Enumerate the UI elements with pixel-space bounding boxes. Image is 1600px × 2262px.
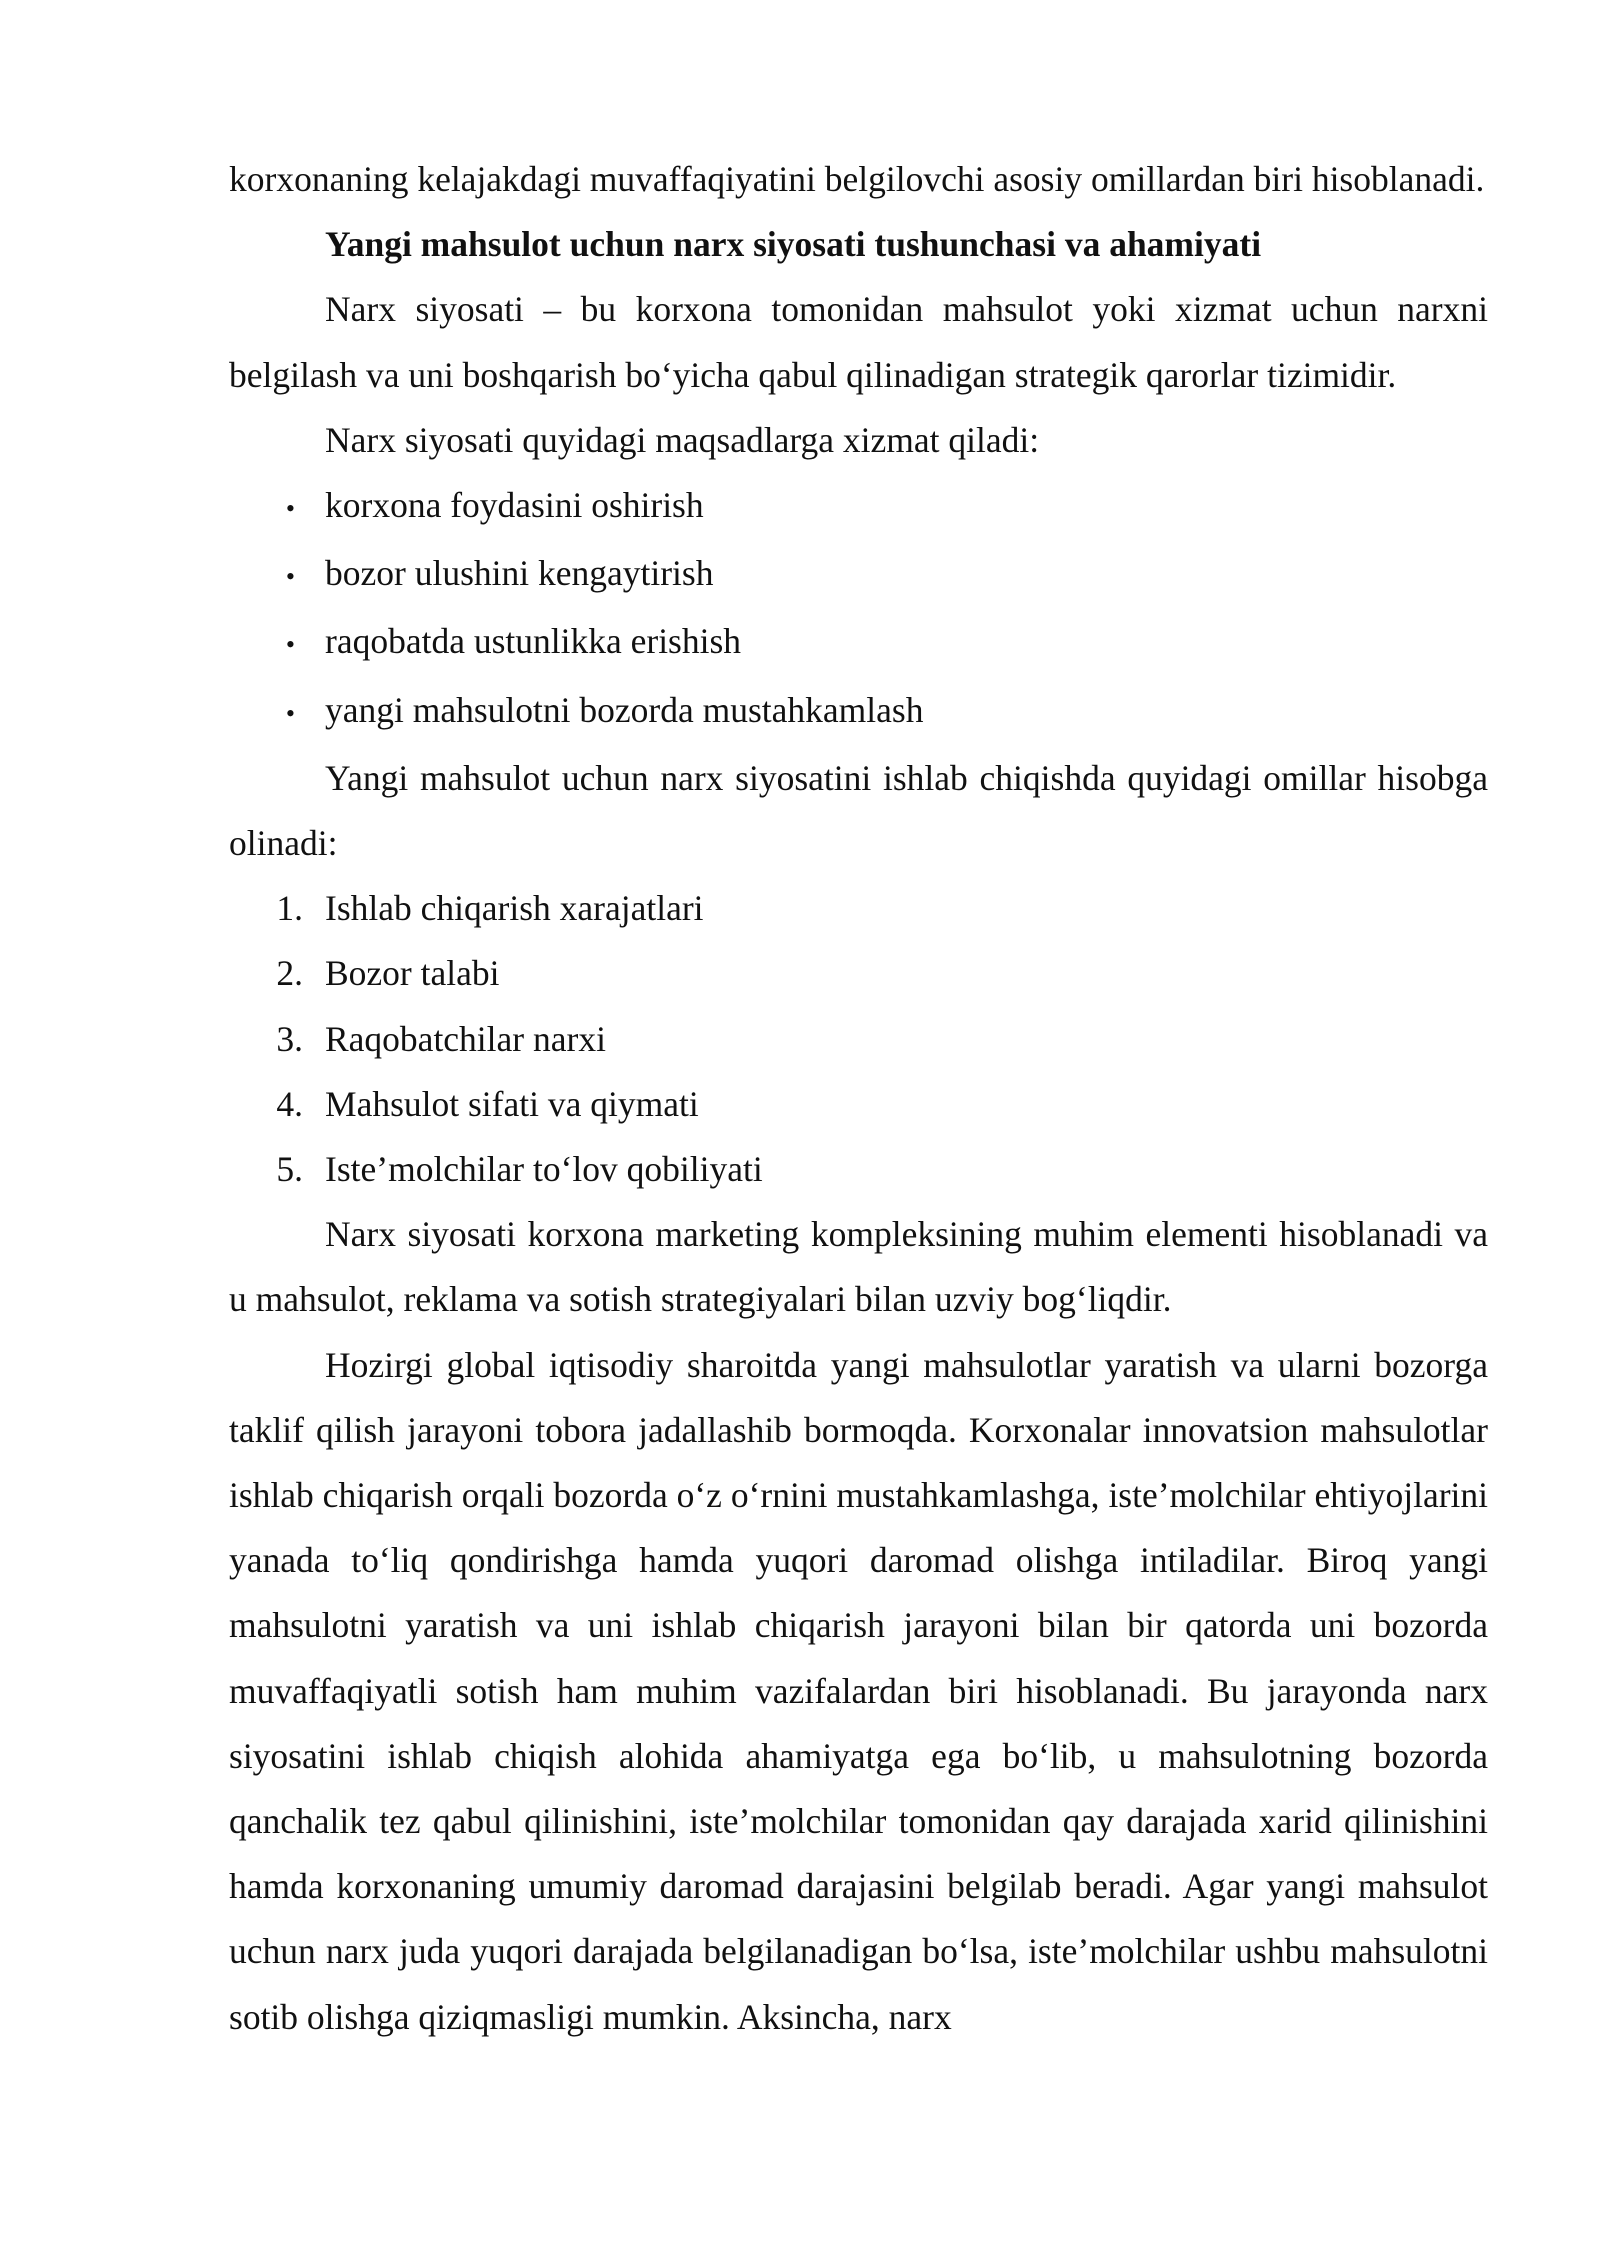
factor-text: Ishlab chiqarish xarajatlari [325,888,704,929]
intro-paragraph: korxonaning kelajakdagi muvaffaqiyatini belgilovchi asosiy omillardan biri hisoblanadi. [229,159,1485,199]
factor-text: Mahsulot sifati va qiymati [325,1083,699,1124]
definition-paragraph: Narx siyosati – bu korxona tomonidan mahsulot yoki xizmat uchun narxni belgilash va uni boshqarish bo‘yicha qabul qilinadigan strategik qarorlar tizimidir. [229,289,1488,395]
list-item [229,1072,1488,1137]
marketing-paragraph: Narx siyosati korxona marketing kompleksining muhim elementi hisoblanadi va u mahsulot, reklama va sotish strategiyalari bilan uzviy bog‘liqdir. [229,1214,1488,1320]
document-page [229,147,1488,2050]
closing-paragraph: Hozirgi global iqtisodiy sharoitda yangi mahsulotlar yaratish va ularni bozorga taklif qilish jarayoni tobora jadallashib bormoqda. Korxonalar innovatsion mahsulotlar ishlab chiqarish orqali bozorda o‘z o‘rnini mustahkamlashga, iste’molchilar ehtiyojlarini yanada to‘liq qondirishga hamda yuqori daromad olishga intiladilar. Biroq yangi mahsulotni yaratish va uni ishlab chiqarish jarayoni bilan bir qatorda uni bozorda muvaffaqiyatli sotish ham muhim vazifalardan biri hisoblanadi. Bu jarayonda narx siyosatini ishlab chiqish alohida ahamiyatga ega bo‘lib, u mahsulotning bozorda qanchalik tez qabul qilinishini, iste’molchilar tomonidan qay darajada xarid qilinishini hamda korxonaning umumiy daromad darajasini belgilab beradi. Agar yangi mahsulot uchun narx juda yuqori darajada belgilanadigan bo‘lsa, iste’molchilar ushbu mahsulotni sotib olishga qiziqmasligi mumkin. Aksincha, narx [229,1344,1488,2037]
bullet-icon: • [285,630,295,660]
list-item [229,609,1488,677]
section-heading: Yangi mahsulot uchun narx siyosati tushunchasi va ahamiyati [325,224,1262,265]
list-number: 1. [276,888,303,929]
factor-text: Iste’molchilar to‘lov qobiliyati [325,1149,763,1190]
goal-text: korxona foydasini oshirish [325,485,704,526]
bullet-icon: • [285,562,295,592]
list-item [229,876,1488,941]
list-number: 2. [276,953,303,994]
goal-text: yangi mahsulotni bozorda mustahkamlash [325,689,924,730]
list-number: 4. [276,1083,303,1124]
list-number: 5. [276,1149,303,1190]
list-item [229,941,1488,1006]
factors-intro: Yangi mahsulot uchun narx siyosatini ishlab chiqishda quyidagi omillar hisobga olinadi: [229,757,1488,864]
goals-list [229,473,1488,746]
list-item [229,678,1488,746]
goals-intro: Narx siyosati quyidagi maqsadlarga xizmat qiladi: [325,419,1040,460]
bullet-icon: • [285,494,295,524]
list-item [229,1137,1488,1202]
list-item [229,1007,1488,1072]
factor-text: Raqobatchilar narxi [325,1018,606,1059]
factors-list [229,876,1488,1202]
list-item [229,541,1488,609]
goal-text: bozor ulushini kengaytirish [325,553,714,594]
factor-text: Bozor talabi [325,953,500,994]
list-item [229,473,1488,541]
bullet-icon: • [285,698,295,728]
list-number: 3. [276,1018,303,1059]
goal-text: raqobatda ustunlikka erishish [325,621,742,662]
